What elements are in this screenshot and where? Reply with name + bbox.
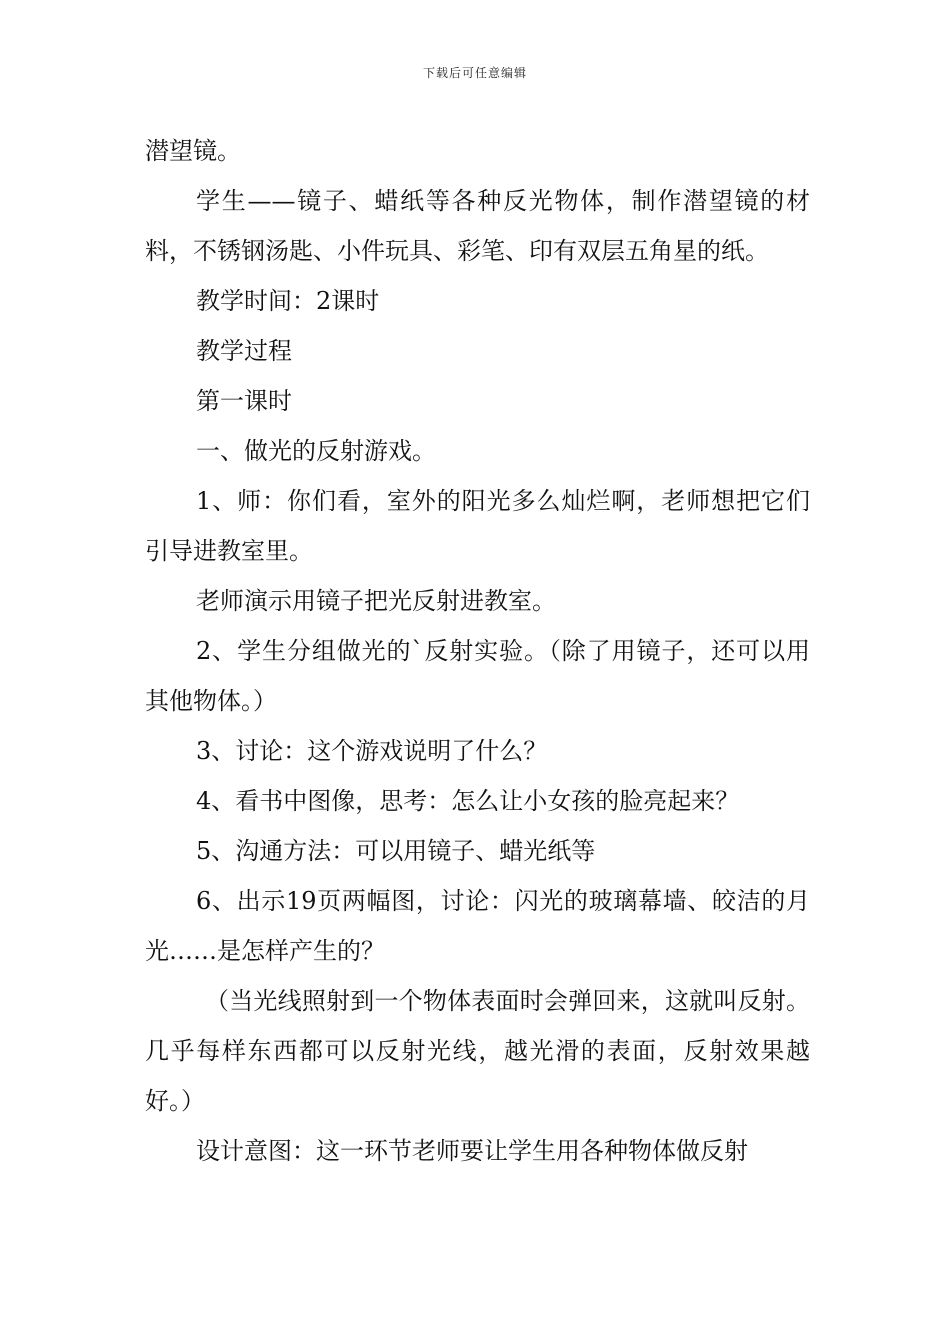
paragraph: 设计意图：这一环节老师要让学生用各种物体做反射 [196,1137,748,1165]
paragraph: 4、看书中图像，思考：怎么让小女孩的脸亮起来？ [196,787,740,815]
paragraph: 老师演示用镜子把光反射进教室。 [196,587,556,615]
page-header-note: 下载后可任意编辑 [422,66,527,80]
section-heading: 一、做光的反射游戏。 [196,437,436,465]
paragraph: 3、讨论：这个游戏说明了什么？ [196,737,548,765]
paragraph: 潜望镜。 [145,137,241,165]
paragraph: 教学时间：2课时 [196,287,380,315]
paragraph: 5、沟通方法：可以用镜子、蜡光纸等 [196,837,596,865]
section-heading: 教学过程 [196,337,292,365]
section-heading: 第一课时 [196,387,292,415]
paragraph: 6、出示19页两幅图，讨论：闪光的玻璃幕墙、皎洁的月光……是怎样产生的？ [145,887,810,965]
document-body [145,126,810,1176]
paragraph: 2、学生分组做光的`反射实验。（除了用镜子，还可以用其他物体。） [145,637,810,715]
paragraph: 1、师：你们看，室外的阳光多么灿烂啊，老师想把它们引导进教室里。 [145,487,810,565]
paragraph: 学生——镜子、蜡纸等各种反光物体，制作潜望镜的材料，不锈钢汤匙、小件玩具、彩笔、印有双层五角星的纸。 [145,187,810,265]
paragraph: （当光线照射到一个物体表面时会弹回来，这就叫反射。几乎每样东西都可以反射光线，越光滑的表面，反射效果越好。） [145,987,810,1115]
